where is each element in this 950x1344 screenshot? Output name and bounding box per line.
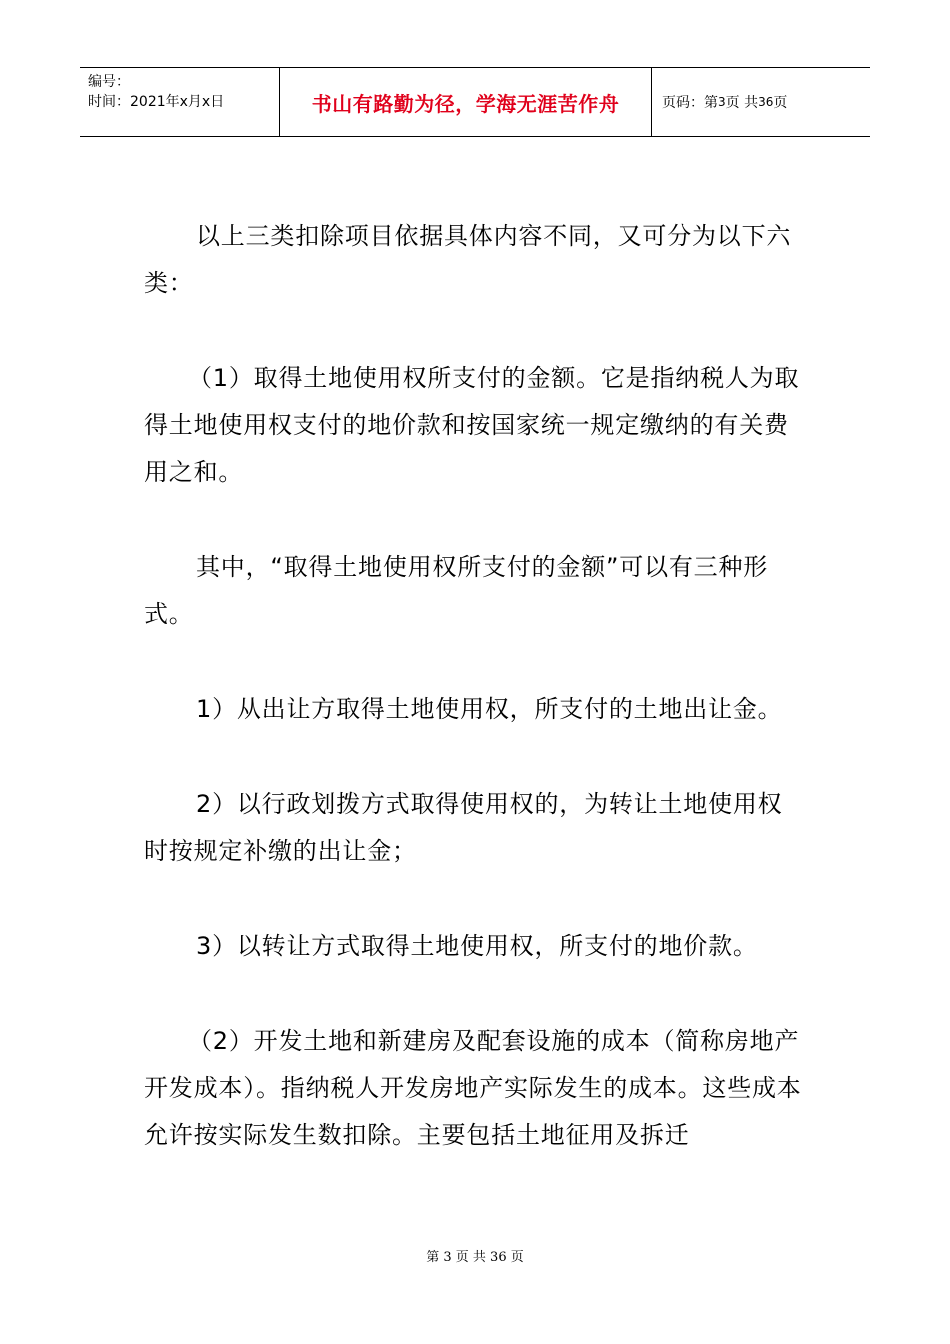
header-motto: 书山有路勤为径，学海无涯苦作舟 xyxy=(280,68,652,136)
page-footer: 第 3 页 共 36 页 xyxy=(426,1250,524,1265)
document-body xyxy=(144,213,804,1207)
paragraph: 1）从出让方取得土地使用权，所支付的土地出让金。 xyxy=(196,695,783,723)
page-end-label: 页 xyxy=(773,95,788,111)
header-meta xyxy=(80,68,280,136)
paragraph: 其中，“取得土地使用权所支付的金额”可以有三种形式。 xyxy=(144,553,769,628)
document-time-label: 时间：2021年x月x日 xyxy=(88,94,225,110)
page-current: 3 xyxy=(718,95,726,109)
page-header xyxy=(80,67,870,137)
paragraph: 2）以行政划拨方式取得使用权的，为转让土地使用权时按规定补缴的出让金； xyxy=(144,790,783,865)
page-label: 页码：第 xyxy=(662,95,718,111)
paragraph: （1）取得土地使用权所支付的金额。它是指纳税人为取得土地使用权支付的地价款和按国家统一规定缴纳的有关费用之和。 xyxy=(144,364,800,486)
paragraph: 以上三类扣除项目依据具体内容不同，又可分为以下六类： xyxy=(144,222,792,297)
document-number-label: 编号： xyxy=(88,74,130,90)
paragraph: 3）以转让方式取得土地使用权，所支付的地价款。 xyxy=(196,932,758,960)
page-total: 36 xyxy=(758,95,774,109)
page-mid-label: 页 共 xyxy=(725,95,759,111)
header-page-info xyxy=(652,68,870,136)
paragraph: （2）开发土地和新建房及配套设施的成本（简称房地产开发成本）。指纳税人开发房地产实际发生的成本。这些成本允许按实际发生数扣除。主要包括土地征用及拆迁 xyxy=(144,1027,802,1149)
